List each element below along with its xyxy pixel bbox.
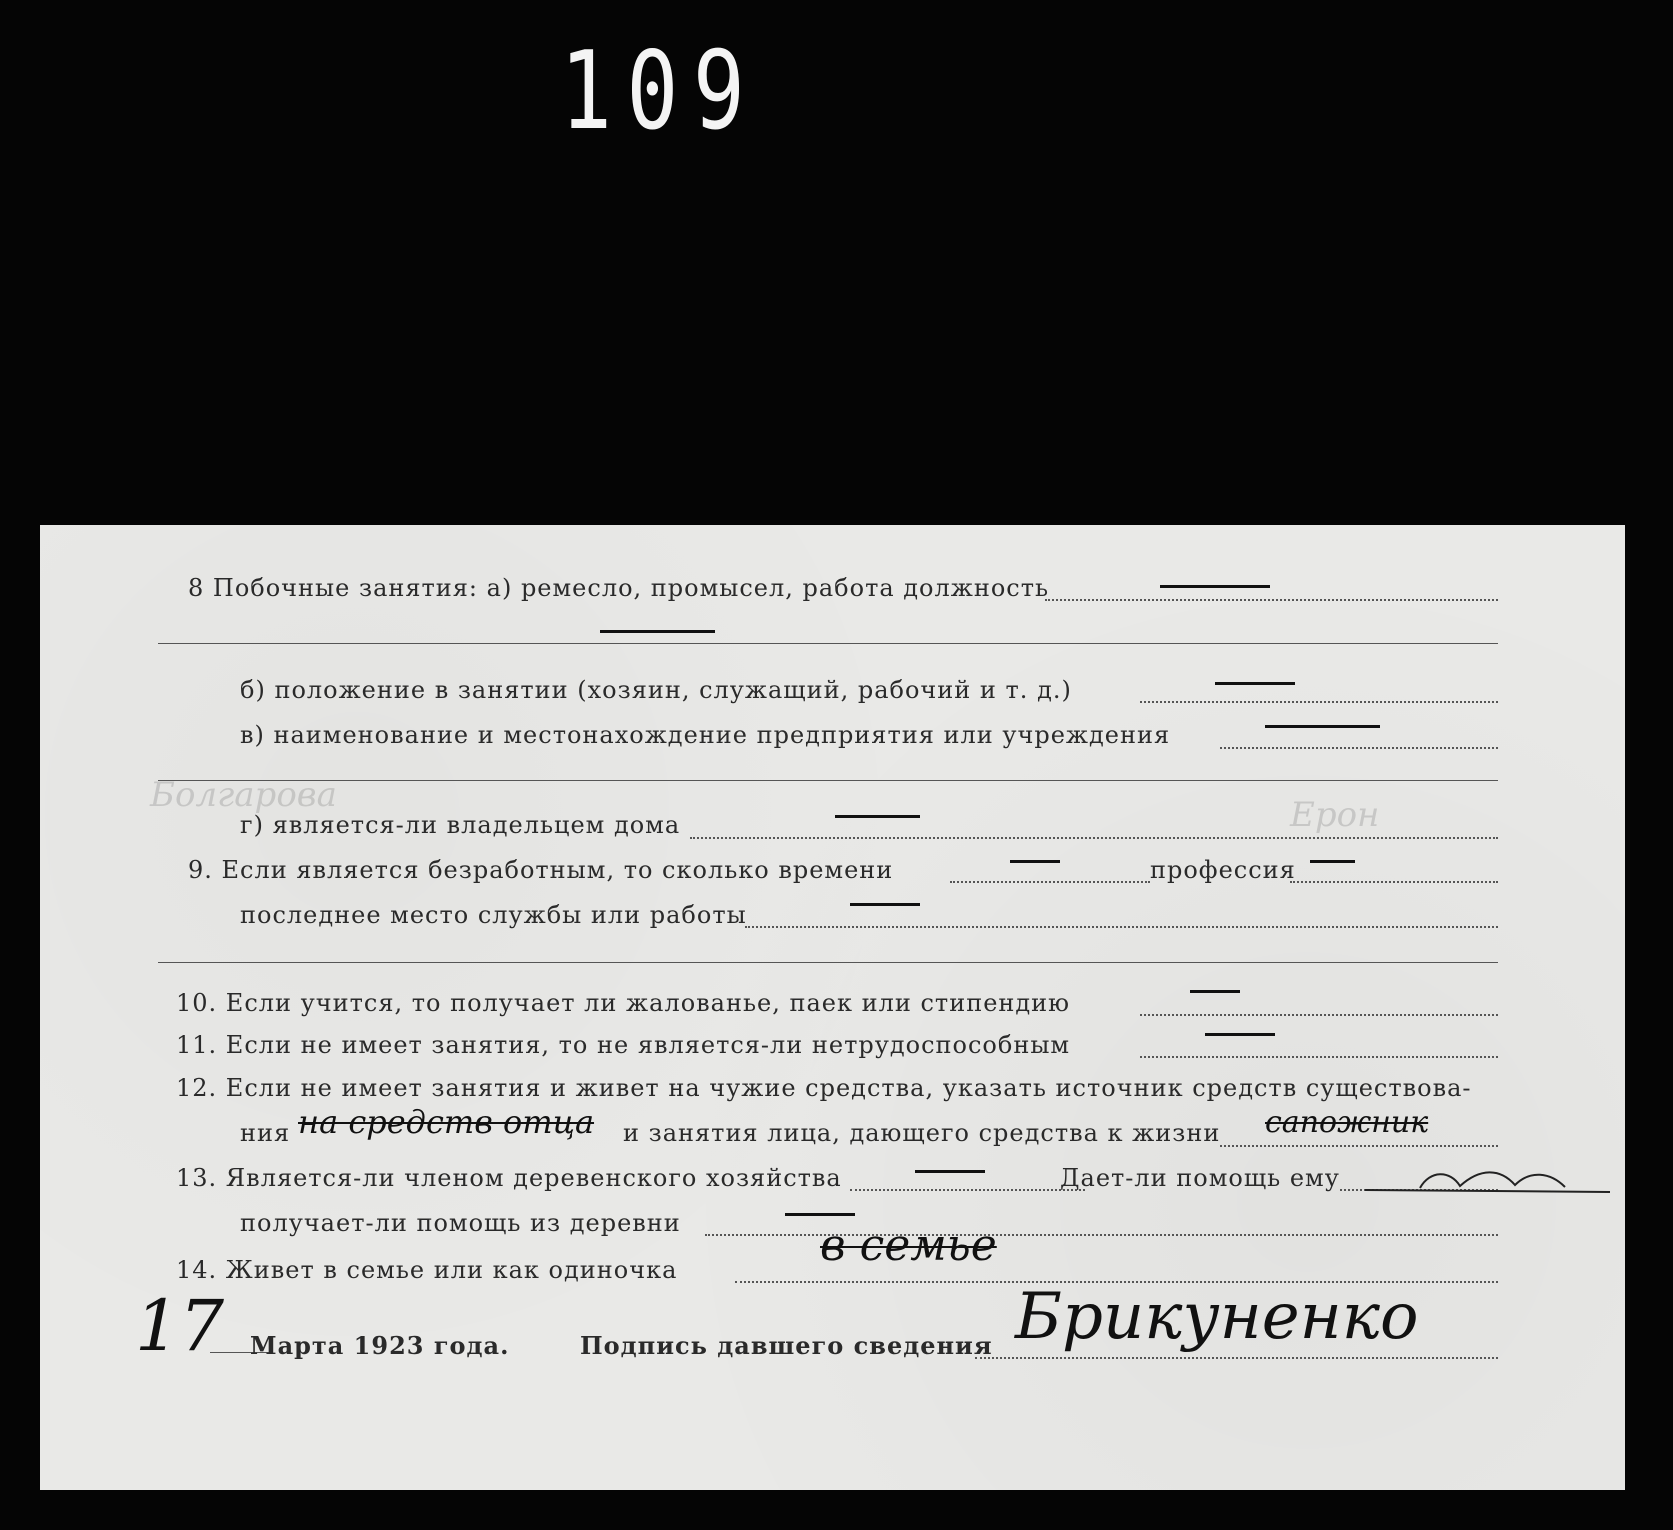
- q11-label: 11. Если не имеет занятия, то не является-ли нетрудоспособным: [176, 1031, 1071, 1059]
- answer-line: [745, 926, 1498, 928]
- signature-label: Подпись давшего сведения: [580, 1331, 993, 1360]
- answer-dash: [915, 1170, 985, 1173]
- answer-line: [1045, 599, 1498, 601]
- handwritten-q12-occupation: сапожник: [1265, 1105, 1429, 1140]
- answer-line: [950, 881, 1150, 883]
- answer-line: [1220, 1145, 1498, 1147]
- q8-g-label: г) является-ли владельцем дома: [240, 811, 681, 839]
- answer-line: [690, 837, 1498, 839]
- q13-receives-label: получает-ли помощь из деревни: [240, 1209, 681, 1237]
- answer-line: [158, 643, 1498, 644]
- answer-dash: [1310, 860, 1355, 863]
- q14-label: 14. Живет в семье или как одиночка: [176, 1256, 678, 1284]
- q9-last-job-label: последнее место службы или работы: [240, 901, 747, 929]
- signature-line: [975, 1357, 1498, 1359]
- answer-line: [850, 1189, 1085, 1191]
- q12-line2-start: ния: [240, 1119, 291, 1147]
- answer-dash: [1190, 990, 1240, 993]
- bleed-through-mark: Ерон: [1290, 795, 1380, 835]
- answer-dash: [835, 815, 920, 818]
- answer-line: [1220, 747, 1498, 749]
- q8-a-label: 8 Побочные занятия: а) ремесло, промысел, работа должность: [188, 574, 1050, 602]
- answer-dash: [850, 903, 920, 906]
- q10-label: 10. Если учится, то получает ли жалованье, паек или стипендию: [176, 989, 1071, 1017]
- handwritten-signature: Брикуненко: [1015, 1280, 1419, 1354]
- handwritten-q14-answer: в семье: [820, 1220, 997, 1271]
- answer-line: [1140, 1014, 1498, 1016]
- answer-line: [1140, 1056, 1498, 1058]
- answer-line: [158, 962, 1498, 963]
- answer-dash: [1265, 725, 1380, 728]
- q8-v-label: в) наименование и местонахождение предприятия или учреждения: [240, 721, 1171, 749]
- q8-b-label: б) положение в занятии (хозяин, служащий, рабочий и т. д.): [240, 676, 1072, 704]
- footer-date: Марта 1923 года.: [250, 1331, 510, 1360]
- answer-dash: [1205, 1033, 1275, 1036]
- answer-line: [1290, 881, 1498, 883]
- answer-line: [158, 780, 1498, 781]
- census-card: [40, 525, 1625, 1490]
- answer-dash: [600, 630, 715, 633]
- answer-line: [1140, 701, 1498, 703]
- q12-label: 12. Если не имеет занятия и живет на чужие средства, указать источник средств существова-: [176, 1074, 1472, 1102]
- answer-dash: [1160, 585, 1270, 588]
- q12-line2-end: и занятия лица, дающего средства к жизни: [623, 1119, 1221, 1147]
- answer-dash: [1215, 682, 1295, 685]
- bleed-through-mark: Болгарова: [150, 775, 337, 815]
- q13-label: 13. Является-ли членом деревенского хозяйства: [176, 1164, 842, 1192]
- answer-dash: [1010, 860, 1060, 863]
- answer-dash: [785, 1213, 855, 1216]
- struck-answer-scribble: [1360, 1160, 1620, 1200]
- frame-number: 109: [560, 29, 760, 154]
- handwritten-day: 17: [135, 1285, 225, 1367]
- q13-help-label: Дает-ли помощь ему: [1060, 1164, 1340, 1192]
- handwritten-q12-source: на средств отца: [298, 1103, 595, 1141]
- q9-label: 9. Если является безработным, то сколько времени: [188, 856, 894, 884]
- q9-profession-label: профессия: [1150, 856, 1296, 884]
